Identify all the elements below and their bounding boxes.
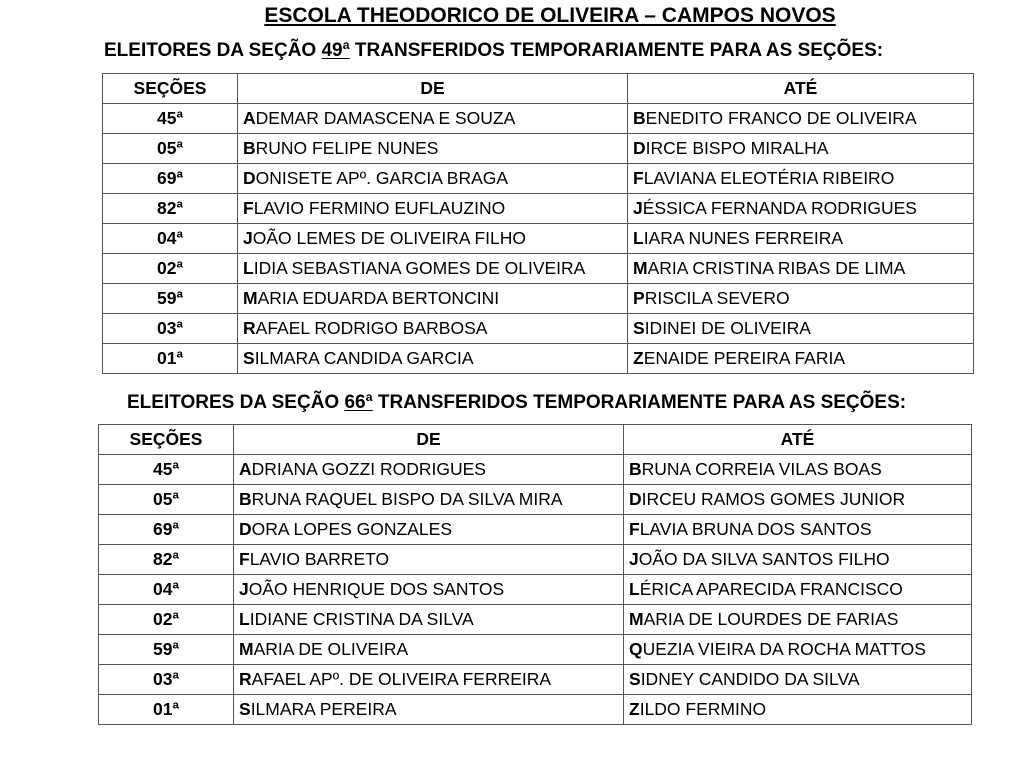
- cell-ate: BRUNA CORREIA VILAS BOAS: [624, 455, 972, 485]
- cell-de: BRUNA RAQUEL BISPO DA SILVA MIRA: [234, 485, 624, 515]
- table-row: [99, 665, 972, 695]
- cell-de: MARIA EDUARDA BERTONCINI: [238, 284, 628, 314]
- cell-ate: SIDINEI DE OLIVEIRA: [628, 314, 974, 344]
- cell-de: LIDIA SEBASTIANA GOMES DE OLIVEIRA: [238, 254, 628, 284]
- cell-de: RAFAEL RODRIGO BARBOSA: [238, 314, 628, 344]
- table-row: [103, 134, 974, 164]
- heading-prefix: ELEITORES DA SEÇÃO: [104, 40, 322, 61]
- transfer-table-66: [98, 424, 972, 725]
- cell-secao: 45ª: [103, 104, 238, 134]
- cell-ate: LÉRICA APARECIDA FRANCISCO: [624, 575, 972, 605]
- table-row: [99, 695, 972, 725]
- table-row: [103, 224, 974, 254]
- cell-de: SILMARA PEREIRA: [234, 695, 624, 725]
- cell-de: FLAVIO FERMINO EUFLAUZINO: [238, 194, 628, 224]
- cell-ate: FLAVIA BRUNA DOS SANTOS: [624, 515, 972, 545]
- heading-prefix: ELEITORES DA SEÇÃO: [127, 392, 345, 413]
- column-header-secoes: SEÇÕES: [103, 74, 238, 104]
- table-row: [99, 635, 972, 665]
- cell-secao: 02ª: [103, 254, 238, 284]
- cell-ate: DIRCEU RAMOS GOMES JUNIOR: [624, 485, 972, 515]
- cell-ate: MARIA CRISTINA RIBAS DE LIMA: [628, 254, 974, 284]
- cell-de: MARIA DE OLIVEIRA: [234, 635, 624, 665]
- cell-secao: 59ª: [99, 635, 234, 665]
- cell-ate: QUEZIA VIEIRA DA ROCHA MATTOS: [624, 635, 972, 665]
- cell-de: FLAVIO BARRETO: [234, 545, 624, 575]
- cell-secao: 69ª: [103, 164, 238, 194]
- table-row: [99, 515, 972, 545]
- table-row: [99, 485, 972, 515]
- page-title: ESCOLA THEODORICO DE OLIVEIRA – CAMPOS NOVOS: [264, 4, 836, 27]
- cell-ate: JÉSSICA FERNANDA RODRIGUES: [628, 194, 974, 224]
- cell-de: DORA LOPES GONZALES: [234, 515, 624, 545]
- cell-ate: LIARA NUNES FERREIRA: [628, 224, 974, 254]
- cell-de: DONISETE APº. GARCIA BRAGA: [238, 164, 628, 194]
- cell-de: LIDIANE CRISTINA DA SILVA: [234, 605, 624, 635]
- column-header-de: DE: [238, 74, 628, 104]
- column-header-ate: ATÉ: [628, 74, 974, 104]
- cell-ate: PRISCILA SEVERO: [628, 284, 974, 314]
- cell-de: ADRIANA GOZZI RODRIGUES: [234, 455, 624, 485]
- cell-de: JOÃO HENRIQUE DOS SANTOS: [234, 575, 624, 605]
- table-header-row: [103, 74, 974, 104]
- table-row: [99, 575, 972, 605]
- cell-secao: 05ª: [103, 134, 238, 164]
- heading-section-number: 49ª: [321, 40, 350, 61]
- cell-de: ADEMAR DAMASCENA E SOUZA: [238, 104, 628, 134]
- cell-secao: 03ª: [99, 665, 234, 695]
- table-row: [99, 545, 972, 575]
- cell-secao: 82ª: [103, 194, 238, 224]
- table-row: [103, 284, 974, 314]
- table-row: [103, 164, 974, 194]
- table-row: [103, 104, 974, 134]
- cell-secao: 03ª: [103, 314, 238, 344]
- cell-ate: MARIA DE LOURDES DE FARIAS: [624, 605, 972, 635]
- table-header-row: [99, 425, 972, 455]
- section-heading-66: [127, 392, 906, 414]
- cell-de: JOÃO LEMES DE OLIVEIRA FILHO: [238, 224, 628, 254]
- cell-secao: 04ª: [99, 575, 234, 605]
- cell-de: RAFAEL APº. DE OLIVEIRA FERREIRA: [234, 665, 624, 695]
- cell-ate: FLAVIANA ELEOTÉRIA RIBEIRO: [628, 164, 974, 194]
- column-header-ate: ATÉ: [624, 425, 972, 455]
- cell-de: SILMARA CANDIDA GARCIA: [238, 344, 628, 374]
- cell-ate: SIDNEY CANDIDO DA SILVA: [624, 665, 972, 695]
- heading-suffix: TRANSFERIDOS TEMPORARIAMENTE PARA AS SEÇÕES:: [349, 40, 884, 61]
- cell-ate: BENEDITO FRANCO DE OLIVEIRA: [628, 104, 974, 134]
- cell-secao: 05ª: [99, 485, 234, 515]
- cell-secao: 59ª: [103, 284, 238, 314]
- cell-secao: 45ª: [99, 455, 234, 485]
- cell-secao: 69ª: [99, 515, 234, 545]
- table-row: [103, 254, 974, 284]
- table-row: [103, 344, 974, 374]
- cell-secao: 02ª: [99, 605, 234, 635]
- table-row: [99, 605, 972, 635]
- transfer-table-49: [102, 73, 974, 374]
- section-heading-49: [104, 40, 883, 62]
- cell-ate: DIRCE BISPO MIRALHA: [628, 134, 974, 164]
- cell-ate: JOÃO DA SILVA SANTOS FILHO: [624, 545, 972, 575]
- column-header-secoes: SEÇÕES: [99, 425, 234, 455]
- cell-secao: 01ª: [99, 695, 234, 725]
- cell-ate: ZENAIDE PEREIRA FARIA: [628, 344, 974, 374]
- heading-section-number: 66ª: [344, 392, 373, 413]
- table-row: [103, 314, 974, 344]
- heading-suffix: TRANSFERIDOS TEMPORARIAMENTE PARA AS SEÇÕES:: [372, 392, 907, 413]
- cell-ate: ZILDO FERMINO: [624, 695, 972, 725]
- table-row: [103, 194, 974, 224]
- cell-secao: 01ª: [103, 344, 238, 374]
- table-row: [99, 455, 972, 485]
- cell-de: BRUNO FELIPE NUNES: [238, 134, 628, 164]
- cell-secao: 04ª: [103, 224, 238, 254]
- cell-secao: 82ª: [99, 545, 234, 575]
- column-header-de: DE: [234, 425, 624, 455]
